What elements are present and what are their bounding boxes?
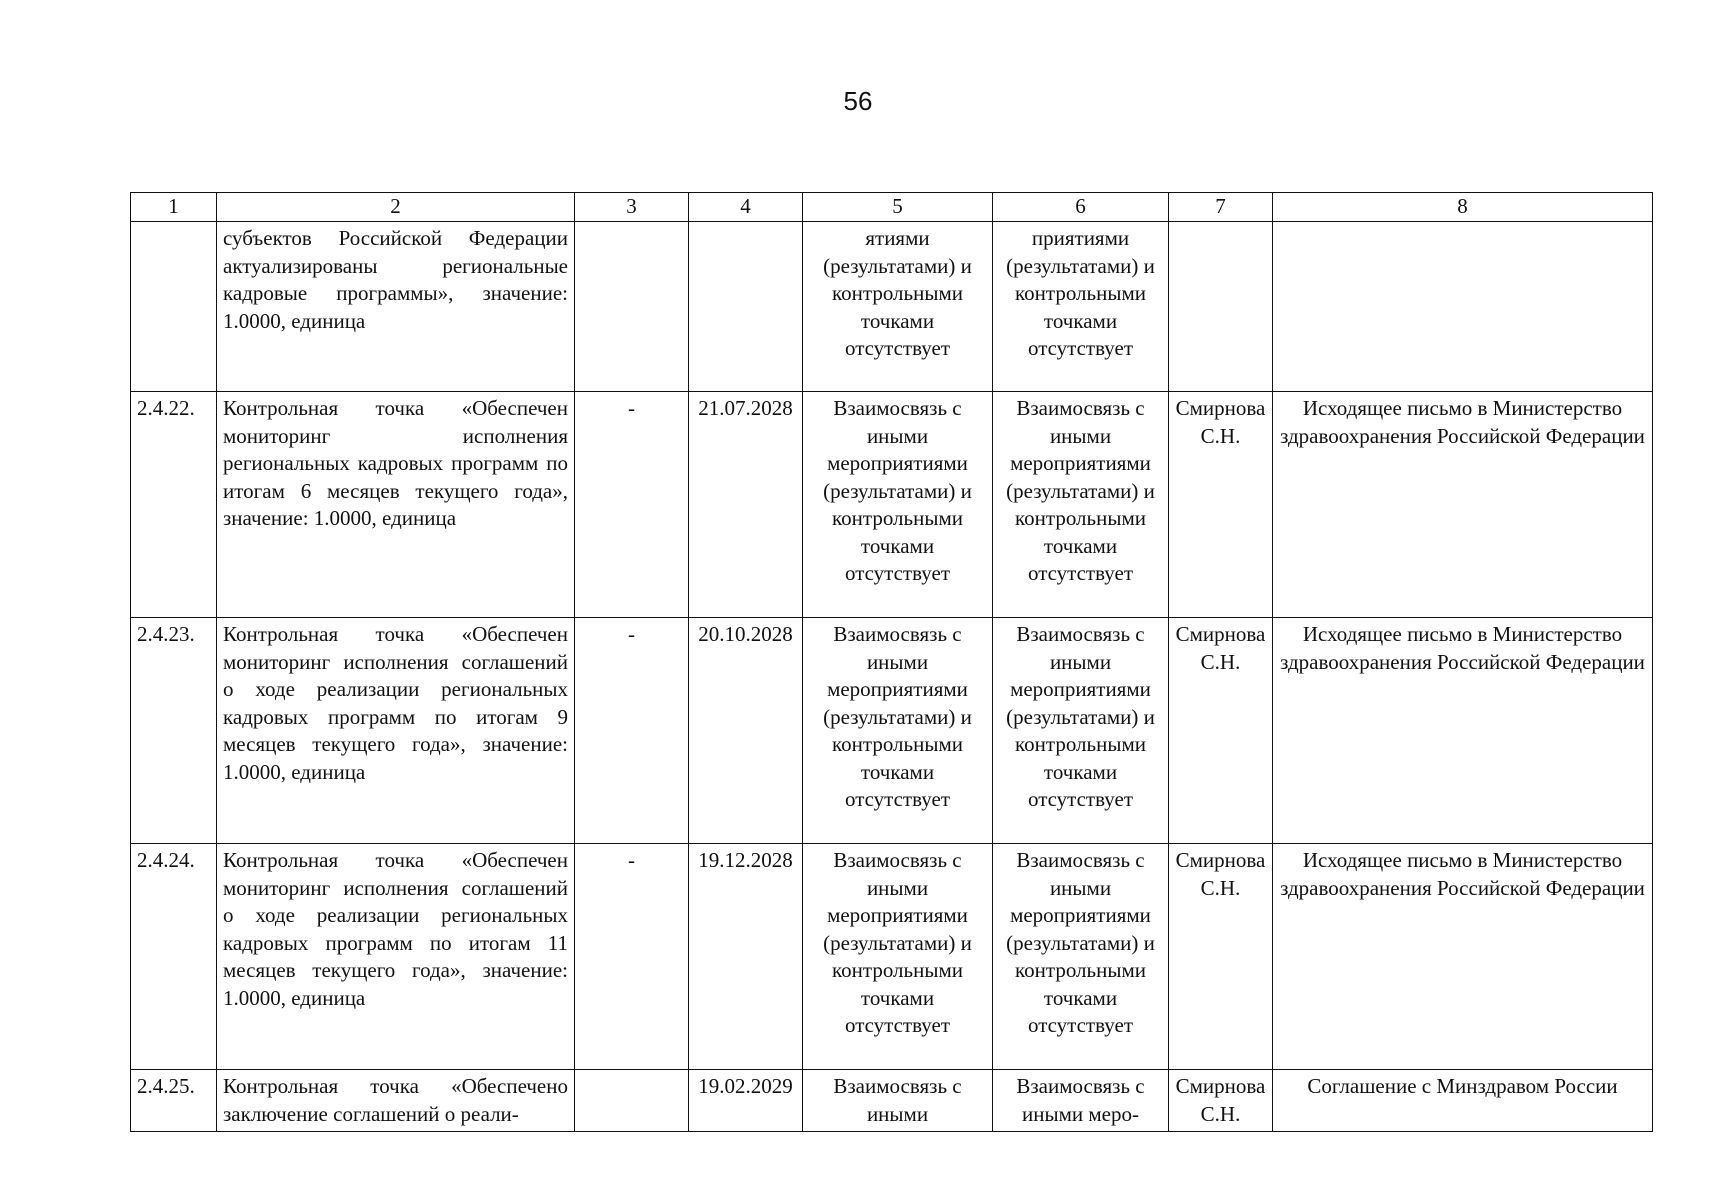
row-name: Контрольная точка «Обеспечен мониторинг исполнения соглашений о ходе реализации региональных кадровых программ по итогам 11 месяцев текущего года», значение: 1.0000, единица [217,844,575,1070]
row-date: 21.07.2028 [689,392,803,618]
row-document: Исходящее письмо в Министерство здравоохранения Российской Федерации [1273,844,1653,1070]
column-header: 1 [131,193,217,222]
row-number: 2.4.24. [131,844,217,1070]
row-col3: - [575,618,689,844]
row-link5: Взаимосвязь с иными мероприятиями (результатами) и контрольными точками отсутствует [803,392,993,618]
row-col3: - [575,844,689,1070]
column-header: 7 [1169,193,1273,222]
row-number: 2.4.22. [131,392,217,618]
row-col3 [575,1070,689,1132]
table-row [131,844,1653,1070]
row-date: 19.12.2028 [689,844,803,1070]
document-table [130,192,1653,1132]
row-date: 19.02.2029 [689,1070,803,1132]
row-link6: приятиями (результатами) и контрольными точками отсутствует [993,222,1169,392]
row-link6: Взаимосвязь с иными мероприятиями (результатами) и контрольными точками отсутствует [993,618,1169,844]
row-link6: Взаимосвязь с иными мероприятиями (результатами) и контрольными точками отсутствует [993,844,1169,1070]
row-date: 20.10.2028 [689,618,803,844]
row-person: Смирнова С.Н. [1169,618,1273,844]
row-link6: Взаимосвязь с иными мероприятиями (результатами) и контрольными точками отсутствует [993,392,1169,618]
row-name: субъектов Российской Федерации актуализированы региональные кадровые программы», значение: 1.0000, единица [217,222,575,392]
row-document: Соглашение с Минздравом России [1273,1070,1653,1132]
table-row [131,1070,1653,1132]
column-header: 5 [803,193,993,222]
row-date [689,222,803,392]
table-row [131,392,1653,618]
row-link5: ятиями (результатами) и контрольными точками отсутствует [803,222,993,392]
row-person: Смирнова С.Н. [1169,1070,1273,1132]
column-header: 2 [217,193,575,222]
row-link5: Взаимосвязь с иными мероприятиями (результатами) и контрольными точками отсутствует [803,844,993,1070]
row-link5: Взаимосвязь с иными [803,1070,993,1132]
row-person: Смирнова С.Н. [1169,392,1273,618]
row-number: 2.4.23. [131,618,217,844]
row-number [131,222,217,392]
column-header: 6 [993,193,1169,222]
page-number: 56 [843,86,873,116]
row-link6: Взаимосвязь с иными меро- [993,1070,1169,1132]
row-person: Смирнова С.Н. [1169,844,1273,1070]
column-header: 4 [689,193,803,222]
row-document: Исходящее письмо в Министерство здравоохранения Российской Федерации [1273,618,1653,844]
row-name: Контрольная точка «Обеспечено заключение соглашений о реали- [217,1070,575,1132]
table-header-row [131,193,1653,222]
column-header: 8 [1273,193,1653,222]
row-document: Исходящее письмо в Министерство здравоохранения Российской Федерации [1273,392,1653,618]
row-document [1273,222,1653,392]
table-row [131,222,1653,392]
row-col3 [575,222,689,392]
row-number: 2.4.25. [131,1070,217,1132]
row-link5: Взаимосвязь с иными мероприятиями (результатами) и контрольными точками отсутствует [803,618,993,844]
row-person [1169,222,1273,392]
table-row [131,618,1653,844]
row-col3: - [575,392,689,618]
row-name: Контрольная точка «Обеспечен мониторинг исполнения соглашений о ходе реализации региональных кадровых программ по итогам 9 месяцев текущего года», значение: 1.0000, единица [217,618,575,844]
column-header: 3 [575,193,689,222]
row-name: Контрольная точка «Обеспечен мониторинг исполнения региональных кадровых программ по итогам 6 месяцев текущего года», значение: 1.0000, единица [217,392,575,618]
